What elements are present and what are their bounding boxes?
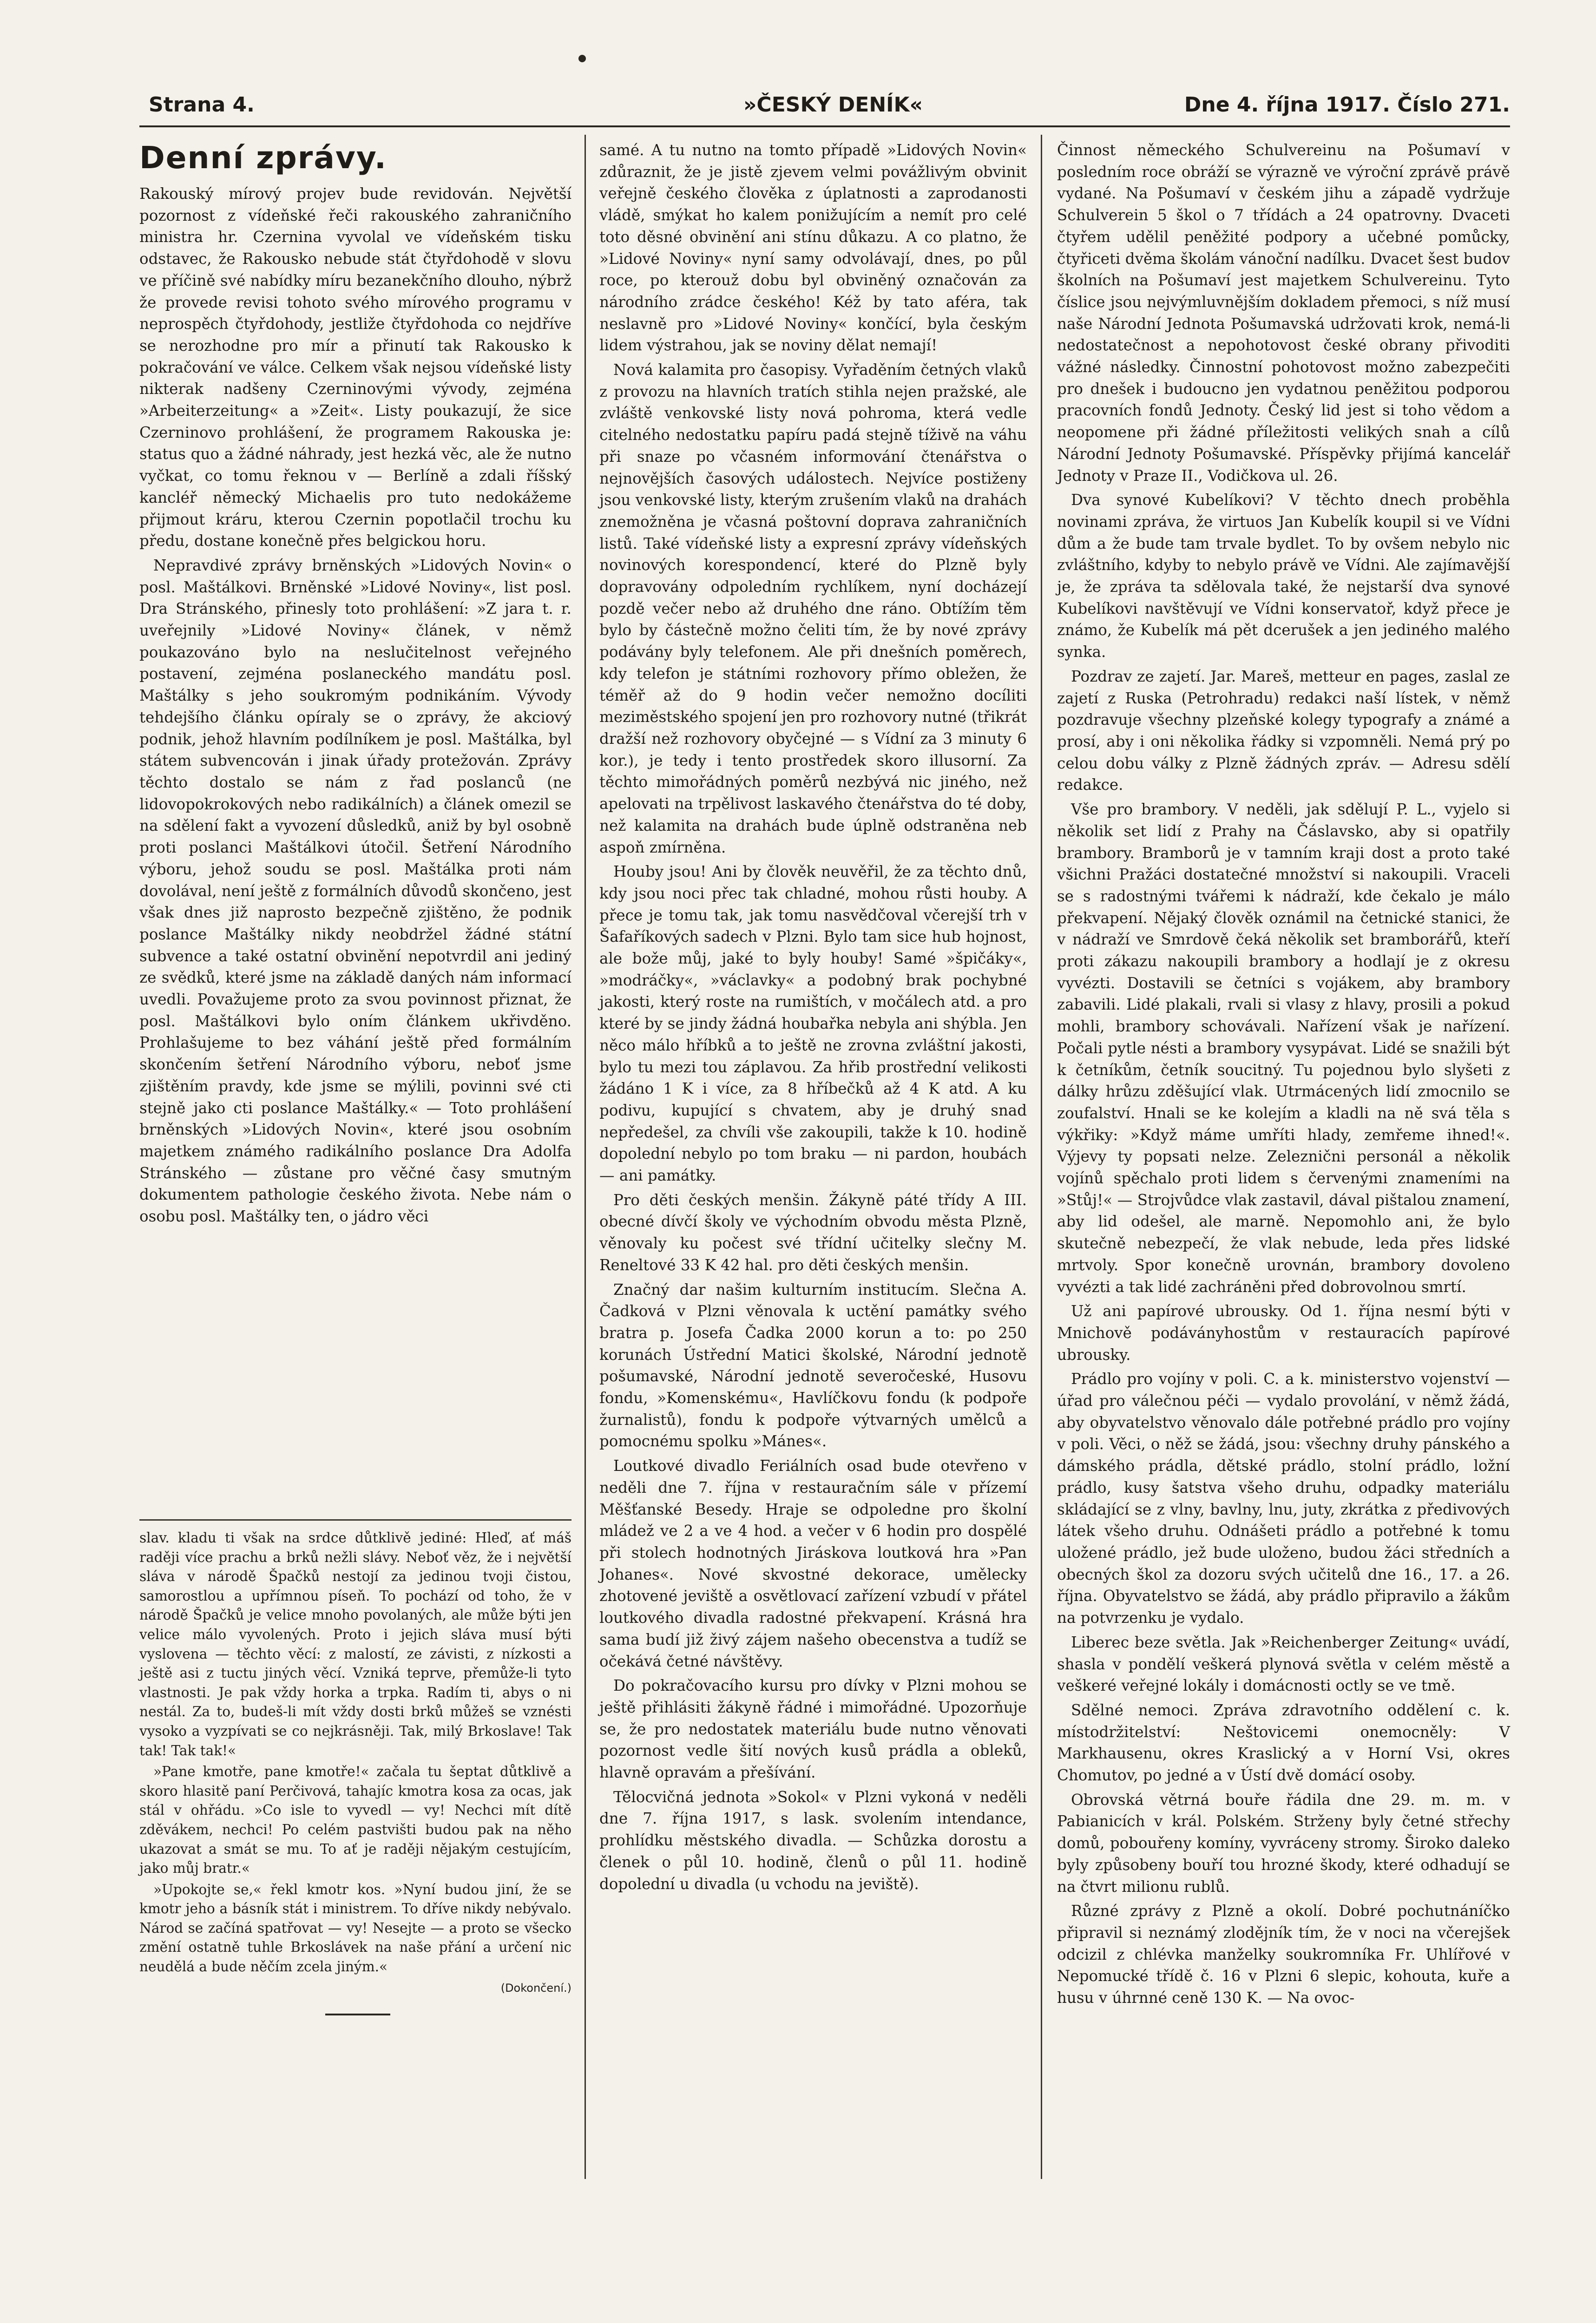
article-paragraph: Liberec beze světla. Jak »Reichenberger Zeitung« uvádí, shasla v pondělí veškerá plynová světla v celém městě a veškeré veřejné lokály i domácnosti octly se ve tmě. <box>1057 1633 1510 1695</box>
section-heading: Denní zprávy. <box>139 140 387 176</box>
continuation-note: (Dokončení.) <box>500 1981 571 1995</box>
article-paragraph: Obrovská větrná bouře řádila dne 29. m. m. v Pabianicích v král. Polském. Strženy byly četné střechy domů, pobouřeny komíny, vyvráceny stromy. Široko daleko byly způsobeny bouří tou hrozné škody, které odhadují se na čtvrt milionu rublů. <box>1057 1791 1510 1896</box>
end-rule <box>325 2014 390 2015</box>
page-number: Strana 4. <box>149 93 255 117</box>
issue-date-number: Dne 4. října 1917. Číslo 271. <box>1184 93 1510 117</box>
ink-spot <box>578 55 586 62</box>
masthead <box>139 88 1510 127</box>
article-paragraph: Rakouský mírový projev bude revidován. Největší pozornost z vídeňské řeči rakouského zahraničního ministra hr. Czernina vyvolal ve vídeňském tisku odstavec, že Rakousko nebude stát čtyřdohodě v slovu ve příčině své nabídky míru bezanekčního dlouho, nýbrž že provede revisi tohoto svého mírového programu v neprospěch čtyřdohody, jestliže čtyřdohoda co nejdříve se nerozhodne pro mír a přinutí tak Rakousko k pokračování ve válce. Celkem však nejsou vídeňské listy nikterak nadšeny Czerninovými vývody, zejména »Arbeiterzeitung« a »Zeit«. Listy poukazují, že sice Czerninovo prohlášení, že programem Rakouska je: status quo a žádné náhrady, jest hezká věc, ale že nutno vyčkat, co tomu řeknou v — Berlíně a zdali říšský kancléř německý Michaelis pro tuto nedokážeme přijmout kráru, kterou Czernin popotlačil trochu ku předu, dostane konečně přes belgickou horu. <box>139 185 571 550</box>
column-divider <box>585 135 586 2179</box>
article-paragraph: Do pokračovacího kursu pro dívky v Plzni mohou se ještě přihlásiti žákyně řádné i mimořádné. Upozorňuje se, že pro nedostatek materiálu bude nutno věnovati pozornost vedle šití nových kusů prádla a obleků, hlavně opravám a přešívání. <box>599 1677 1027 1782</box>
article-paragraph: Různé zprávy z Plzně a okolí. Dobré pochutnáníčko připravil si neznámý zlodějník tím, že v noci na včerejšek odcizil z chlévka manželky soukromníka Fr. Uhlířové v Nepomucké třídě č. 16 v Plzni 6 slepic, kohouta, kuře a husu v úhrnné ceně 130 K. — Na ovoc- <box>1057 1902 1510 2007</box>
article-paragraph: Už ani papírové ubrousky. Od 1. října nesmí býti v Mnichově podáványhostům v restauracích papírové ubrousky. <box>1057 1302 1510 1364</box>
feuilleton <box>139 1529 571 2015</box>
article-paragraph: Loutkové divadlo Feriálních osad bude otevřeno v neděli dne 7. října v restauračním sále v přízemí Měšťanské Besedy. Hraje se odpoledne pro školní mládež ve 2 a ve 4 hod. a večer v 6 hodin pro dospělé při stolech hodnotných Jiráskova loutková hra »Pan Johanes«. Nové skvostné dekorace, umělecky zhotovené jeviště a osvětlovací zařízení vzbudí v přátel loutkového divadla radostné překvapení. Krásná hra sama budí již živý zájem našeho obecenstva a tudíž se očekává četné návštěvy. <box>599 1457 1027 1670</box>
column-2 <box>599 139 1027 1897</box>
column-3 <box>1057 139 1510 2012</box>
article-paragraph: Činnost německého Schulvereinu na Pošumaví v posledním roce obráží se výrazně ve výroční zprávě právě vydané. Na Pošumaví v českém jihu a západě vydržuje Schulverein 5 škol o 7 třídách a 24 opatrovny. Dvaceti čtyřem udělil peněžité podpory a učebné pomůcky, čtyřiceti dvěma školám vánoční nadílku. Dvacet šest budov školních na Pošumaví jest majetkem Schulvereinu. Tyto číslice jsou nejvýmluvnějším dokladem přemoci, s níž musí naše Národní Jednota Pošumavská udržovati krok, nemá-li nedostatečnost a nepohotovost české obrany přivoditi vážné následky. Činnostní pohotovost možno zabezpečiti pro dnešek i budoucno jen vydatnou peněžitou podporou pracovních fondů Jednoty. Český lid jest si toho vědom a neopomene při žádné příležitosti velikých snah a cílů Národní Jednoty Pošumavské. Příspěvky přijímá kancelář Jednoty v Praze II., Vodičkova ul. 26. <box>1057 141 1510 485</box>
article-paragraph: Prádlo pro vojíny v poli. C. a k. ministerstvo vojenství — úřad pro válečnou péči — vydalo provolání, v němž žádá, aby obyvatelstvo věnovalo dále potřebné prádlo pro vojíny v poli. Věci, o něž se žádá, jsou: všechny druhy pánského a dámského prádla, dětské prádlo, stolní prádlo, ložní prádlo, kusy šatstva všeho druhu, odpadky materiálu skládající se z vlny, bavlny, lnu, juty, zkrátka z předivových látek všeho druhu. Odnášeti prádlo a potřebné k tomu uložené prádlo, jež bude uloženo, budou žáci středních a obecných škol za dozoru svých učitelů dne 16., 17. a 26. října. Obyvatelstvo se žádá, aby prádlo připravilo a žákům na potvrzenku je vydalo. <box>1057 1370 1510 1627</box>
feuilleton-paragraph: slav. kladu ti však na srdce důtklivě jediné: Hleď, ať máš raději více prachu a brků nežli slávy. Neboť věz, že i největší sláva v národě Špačků nestojí za jedinou tvoji čistou, samorostlou a upřímnou píseň. To pochází od toho, že v národě Špačků je velice mnoho povolaných, ale může býti jen velice málo vyvolených. Proto i jejich sláva musí býti vyslovena — těchto věcí: z malostí, ze závisti, z nízkosti a ještě asi z tuctu jiných věcí. Vzniká teprve, přemůže-li tyto vlastnosti. Je pak vždy horka a trpka. Radím ti, abys o ni nestál. Za to, budeš-li mít vždy dosti brků můžeš se vznésti vysoko a vyzpívati se co nejkrásněji. Tak, milý Brkoslave! Tak tak! Tak tak!« <box>139 1530 571 1759</box>
article-paragraph: Značný dar našim kulturním institucím. Slečna A. Čadková v Plzni věnovala k uctění památky svého bratra p. Josefa Čadka 2000 korun a to: po 250 korunách Ústřední Matici školské, Národní jednotě pošumavské, Národní jednotě severočeské, Husovu fondu, »Komenskému«, Havlíčkovu fondu (k podpoře žurnalistů), fondu k podpoře výtvarných umělců a pomocnému spolku »Mánes«. <box>599 1280 1027 1450</box>
article-paragraph: Sdělné nemoci. Zpráva zdravotního oddělení c. k. místodržitelství: Neštovicemi onemocněly: V Markhausenu, okres Kraslický a v Horní Vsi, okres Chomutov, po jedné a v Ústí dvě domácí osoby. <box>1057 1701 1510 1785</box>
newspaper-title: »ČESKÝ DENÍK« <box>743 93 923 117</box>
feuilleton-divider <box>139 1519 571 1521</box>
feuilleton-paragraph: »Upokojte se,« řekl kmotr kos. »Nyní budou jiní, že se kmotr jeho a básník stát i ministrem. To dříve nikdy nebývalo. Národ se začíná spatřovat — vy! Nesejte — a proto se všecko změní ostatně tuhle Brkoslávek na naše přání a určení nic neudělá a bude něčím zcela jiným.« <box>139 1881 571 1975</box>
article-paragraph: samé. A tu nutno na tomto případě »Lidových Novin« zdůraznit, že je jistě zjevem velmi povážlivým obvinit veřejně českého člověka z úplatnosti a zaprodanosti vládě, smýkat ho kalem ponižujícím a nemít pro celé toto děsné obvinění ani stínu důkazu. A co platno, že »Lidové Noviny« nyní samy odvolávají, dnes, po půl roce, po kterouž dobu byl obviněný označován za národního zrádce českého! Kéž by tato aféra, tak neslavně pro »Lidové Noviny« končící, byla českým lidem výstrahou, jak se noviny dělat nemají! <box>599 141 1027 354</box>
article-paragraph: Nepravdivé zprávy brněnských »Lidových Novin« o posl. Maštálkovi. Brněnské »Lidové Noviny«, list posl. Dra Stránského, přinesly toto prohlášení: »Z jara t. r. uveřejnily »Lidové Noviny« článek, v němž poukazováno bylo na neslučitelnost veřejného postavení, zejména poslaneckého mandátu posl. Maštálky s jeho soukromým podnikáním. Vývody tehdejšího článku opíraly se o zprávy, že akciový podnik, jehož hlavním podílníkem je posl. Maštálka, byl státem subvencován i jinak úřady protežován. Zprávy těchto dostalo se nám z řad poslanců (ne lidovopokrokových nebo radikálních) a článek omezil se na sdělení fakt a vyvození důsledků, aniž by byl osobně proti poslanci Maštálkovi útočil. Šetření Národního výboru, jehož soudu se posl. Maštálka proti nám dovolával, není ještě z formálních důvodů skončeno, jest však dnes již naprosto bezpečně zjištěno, že podnik poslance Maštálky nikdy neobdržel žádné státní subvence a také ostatní obvinění nepotvrdil ani jediný ze svědků, které jsme na základě daných nám informací uvedli. Považujeme proto za svou povinnost přiznat, že posl. Maštálkovi bylo oním článkem ukřivděno. Prohlašujeme to bez váhání ještě před formálním skončením šetření Národního výboru, neboť jsme zjištěním pravdy, kde jsme se mýlili, povinni své cti stejně jako cti poslance Maštálky.« — Toto prohlášení brněnských »Lidových Novin«, které jsou osobním majetkem známého radikálního poslance Dra Adolfa Stránského — zůstane pro věčné časy smutným dokumentem pathologie českého života. Nebe nám o osobu posl. Maštálky ten, o jádro věci <box>139 556 571 1226</box>
article-paragraph: Tělocvičná jednota »Sokol« v Plzni vykoná v neděli dne 7. října 1917, s lask. svolením intendance, prohlídku městského divadla. — Schůzka dorostu a členek o půl 10. hodině, členů o půl 11. hodině dopolední u divadla (u vchodu na jeviště). <box>599 1788 1027 1893</box>
article-paragraph: Pozdrav ze zajetí. Jar. Mareš, metteur en pages, zaslal ze zajetí z Ruska (Petrohradu) redakci naší lístek, v němž pozdravuje všechny plzeňské kolegy typografy a známé a prosí, aby i oni několika řádky si vzpomněli. Nemá prý po celou dobu války z Plzně žádných zpráv. — Adresu sdělí redakce. <box>1057 667 1510 794</box>
article-paragraph: Vše pro brambory. V neděli, jak sdělují P. L., vyjelo si několik set lidí z Prahy na Čáslavsko, aby si opatřily brambory. Bramborů je v tamním kraji dost a proto také všichni Pražáci dostatečné množství si nakoupili. Vraceli se s radostnými tvářemi k nádraží, kde čekalo je málo překvapení. Nějaký člověk oznámil na četnické stanici, že v nádraží ve Smrdově čeká několik set bramborářů, kteří proti zákazu nakoupili brambory a hodlají je z okresu vyvézti. Dostavili se četníci s vojákem, aby brambory zabavili. Lidé plakali, rvali si vlasy z hlavy, prosili a pokud mohli, brambory schovávali. Nařízení však je nařízení. Počali pytle nésti a brambory vysypávat. Lidé se snažili být k četníkům, četník soucitný. Tu pojednou bylo slyšeti z dálky hrůzu zděšující vlak. Utrmácených lidí zmocnilo se zoufalství. Hnali se ke kolejím a kladli na ně svá těla s výkřiky: »Když máme umříti hlady, zemřeme ihned!«. Výjevy ty popsati nelze. Zeleznični personál a několik vojínů spěchalo proti lidem s červenými znameními na »Stůj!« — Strojvůdce vlak zastavil, dával pištalou znamení, aby lid odešel, ale marně. Nepomohlo ani, že bylo skutečně nebezpečí, že vlak nebude, leda přes lidské mrtvoly. Spor konečně urovnán, brambory dovoleno vyvézti a tak lidé zachráněni před dobrovolnou smrtí. <box>1057 801 1510 1296</box>
article-paragraph: Nová kalamita pro časopisy. Vyřaděním četných vlaků z provozu na hlavních tratích stihla nejen pražské, ale zvláště venkovské listy nová pohroma, která vedle citelného nedostatku papíru padá stejně tíživě na váhu při snaze po včasném informování čtenářstva o nejnovějších časových událostech. Nejvíce postiženy jsou venkovské listy, kterým zrušením vlaků na drahách znemožněna je včasná poštovní doprava zahraničních listů. Také vídeňské listy a expresní zprávy vídeňských novinových korespondencí, které do Plzně byly dopravovány odpoledním rychlíkem, nyní docházejí pozdě večer nebo až druhého dne ráno. Obtížím těm bylo by částečně možno čeliti tím, že by nové zprávy podávány byly telefonem. Ale při dnešních poměrech, kdy telefon je státními rozhovory přímo obležen, že téměř až do 9 hodin večer nemožno docíliti meziměstského spojení jen pro rozhovory nutné (třikrát dražší než rozhovory obyčejné — s Vídní za 3 minuty 6 kor.), je tedy i tento prostředek skoro illusorní. Za těchto mimořádných poměrů nezbývá nic jiného, než apelovati na trpělivost laskavého čtenářstva do té doby, než kalamita na drahách bude úplně odstraněna neb aspoň zmírněna. <box>599 361 1027 856</box>
feuilleton-paragraph: »Pane kmotře, pane kmotře!« začala tu šeptat důtklivě a skoro hlasitě paní Perčivová, tahajíc kmotra kosa za ocas, jak stál v ohřádu. »Co isle to vyvedl — vy! Nechci mít dítě zděvákem, nechci! Po celém pastvišti budou pak na něho ukazovat a smát se mu. To ať je raději nějakým cestujícím, jako můj bratr.« <box>139 1764 571 1877</box>
newspaper-page <box>139 88 1510 2272</box>
column-divider <box>1041 135 1042 2179</box>
article-paragraph: Dva synové Kubelíkovi? V těchto dnech proběhla novinami zpráva, že virtuos Jan Kubelík koupil si ve Vídni dům a že bude tam trvale bydlet. To by ovšem nebylo nic zvláštního, kdyby to nebylo právě ve Vídni. Ale zajímavější je, že zpráva ta sdělovala také, že nejstarší dva synové Kubelíkovi navštěvují ve Vídni konservatoř, když přece je známo, že Kubelík má pět dcerušek a jen jediného malého synka. <box>1057 491 1510 661</box>
article-paragraph: Houby jsou! Ani by člověk neuvěřil, že za těchto dnů, kdy jsou noci přec tak chladné, mohou růsti houby. A přece je tomu tak, jak tomu nasvědčoval včerejší trh v Šafaříkových sadech v Plzni. Bylo tam sice hub hojnost, ale bože můj, jaké to byly houby! Samé »špičáky«, »modráčky«, »václavky« a podobný brak pochybné jakosti, který roste na rumištích, v močálech atd. a pro které by se jindy žádná houbařka nebyla ani shýbla. Jen něco málo hříbků a to ještě ne zrovna zvláštní jakosti, bylo tu mezi tou záplavou. Za hřib prostřední velikosti žádáno 1 K i více, za 8 hříbečků až 4 K atd. A ku podivu, kupující s chvatem, aby je druhý snad nepředešel, za chvíli vše zakoupili, takže k 10. hodině dopolední nebylo po tom braku — ni pardon, houbách — ani památky. <box>599 863 1027 1185</box>
article-paragraph: Pro děti českých menšin. Žákyně páté třídy A III. obecné dívčí školy ve východním obvodu města Plzně, věnovaly ku počest své třídní učitelky slečny M. Reneltové 33 K 42 hal. pro děti českých menšin. <box>599 1191 1027 1274</box>
column-1 <box>139 139 571 1230</box>
